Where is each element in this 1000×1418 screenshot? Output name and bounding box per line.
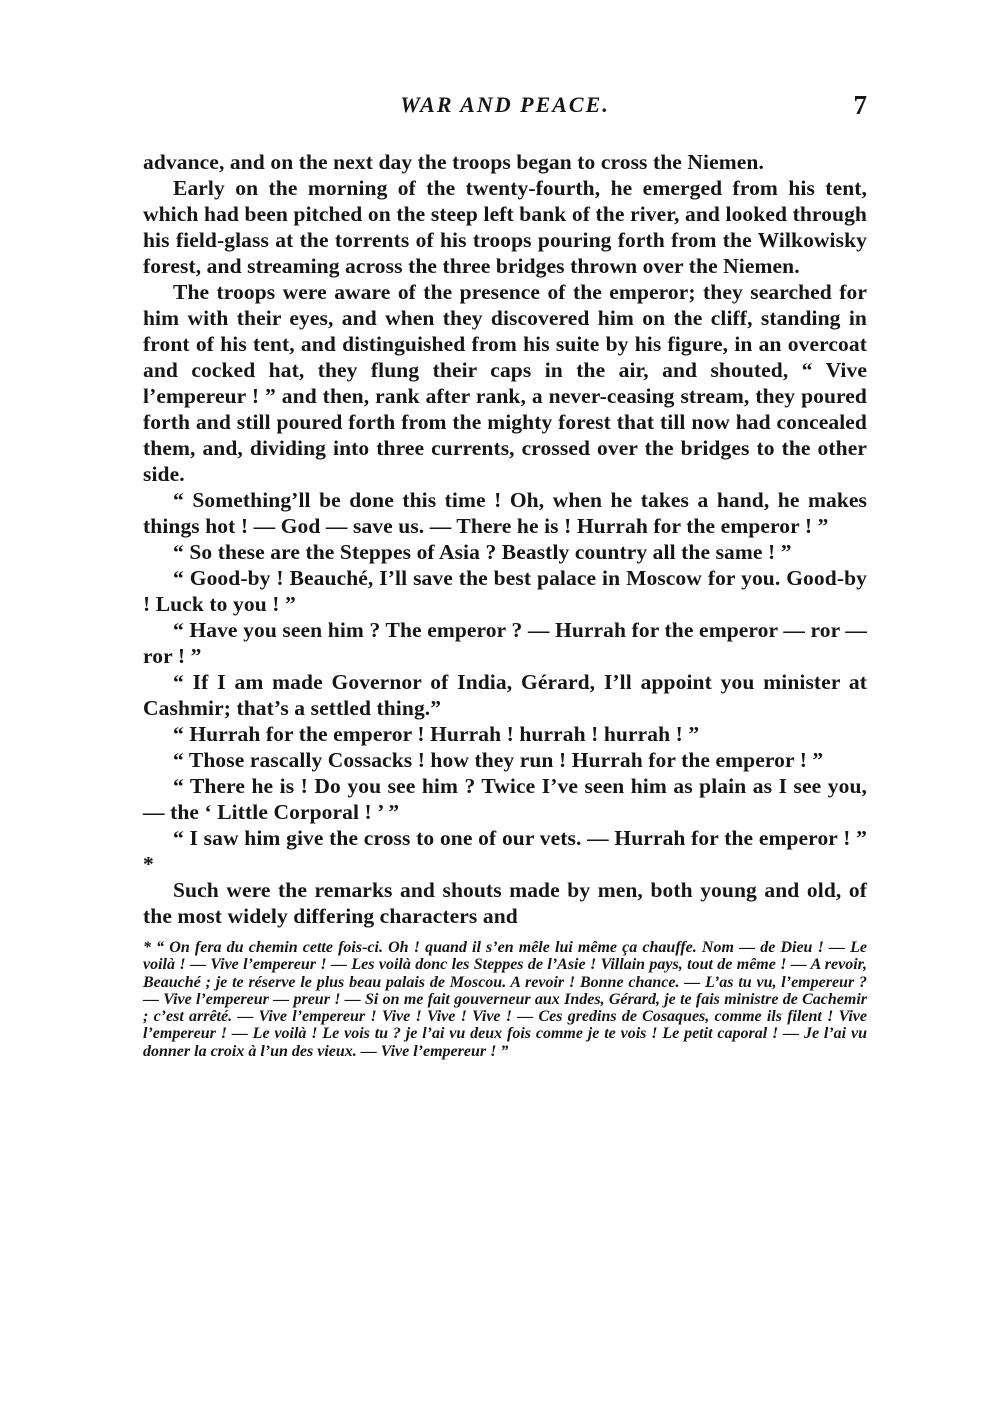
paragraph: Early on the morning of the twenty-fourth, he emerged from his tent, which had been pitched on the steep left bank of the river, and looked through his field-glass at the torrents of his troops pouring forth from the Wilkowisky forest, and streaming across the three bridges thrown over the Niemen. xyxy=(143,176,867,278)
paragraph: “ If I am made Governor of India, Gérard, I’ll appoint you minister at Cashmir; that’s a settled thing.” xyxy=(143,670,867,720)
book-page xyxy=(143,92,867,1076)
paragraph: “ Those rascally Cossacks ! how they run ! Hurrah for the emperor ! ” xyxy=(173,748,824,772)
paragraph: “ I saw him give the cross to one of our vets. — Hurrah for the emperor ! ” * xyxy=(143,826,867,876)
paragraph: advance, and on the next day the troops began to cross the Niemen. xyxy=(143,150,764,174)
paragraph: “ Hurrah for the emperor ! Hurrah ! hurrah ! hurrah ! ” xyxy=(173,722,700,746)
paragraph: “ Have you seen him ? The emperor ? — Hurrah for the emperor — ror — ror ! ” xyxy=(143,618,867,668)
body-text xyxy=(143,149,867,929)
footnote: * “ On fera du chemin cette fois-ci. Oh ! quand il s’en mêle lui même ça chauffe. Nom — de Dieu ! — Le voilà ! — Vive l’empereur ! — Les voilà donc les Steppes de l’Asie ! Villain pays, tout de même ! — A revoir, Beauché ; je te réserve le plus beau palais de Moscou. A revoir ! Bonne chance. — L’as tu vu, l’empereur ? — Vive l’empereur — preur ! — Si on me fait gouverneur aux Indes, Gérard, je te fais ministre de Cachemir ; c’est arrêté. — Vive l’empereur ! Vive ! Vive ! Vive ! — Ces gredins de Cosaques, comme ils filent ! Vive l’empereur ! — Le voilà ! Le vois tu ? je l’ai vu deux fois comme je te vois ! Le petit caporal ! — Je l’ai vu donner la croix à l’un des vieux. — Vive l’empereur ! ” xyxy=(143,939,867,1060)
paragraph: “ Something’ll be done this time ! Oh, when he takes a hand, he makes things hot ! — God — save us. — There he is ! Hurrah for the emperor ! ” xyxy=(143,488,867,538)
paragraph: The troops were aware of the presence of the emperor; they searched for him with their eyes, and when they discovered him on the cliff, standing in front of his tent, and distinguished from his suite by his figure, in an overcoat and cocked hat, they flung their caps in the air, and shouted, “ Vive l’empereur ! ” and then, rank after rank, a never-ceasing stream, they poured forth and still poured forth from the mighty forest that till now had concealed them, and, dividing into three currents, crossed over the bridges to the other side. xyxy=(143,280,867,486)
paragraph: Such were the remarks and shouts made by men, both young and old, of the most widely differing characters and xyxy=(143,878,867,928)
running-title: WAR AND PEACE. xyxy=(400,92,610,117)
page-header xyxy=(143,92,867,128)
paragraph: “ So these are the Steppes of Asia ? Beastly country all the same ! ” xyxy=(173,540,792,564)
page-number: 7 xyxy=(853,90,867,120)
paragraph: “ There he is ! Do you see him ? Twice I’ve seen him as plain as I see you, — the ‘ Little Corporal ! ’ ” xyxy=(143,774,867,824)
paragraph: “ Good-by ! Beauché, I’ll save the best palace in Moscow for you. Good-by ! Luck to you ! ” xyxy=(143,566,867,616)
